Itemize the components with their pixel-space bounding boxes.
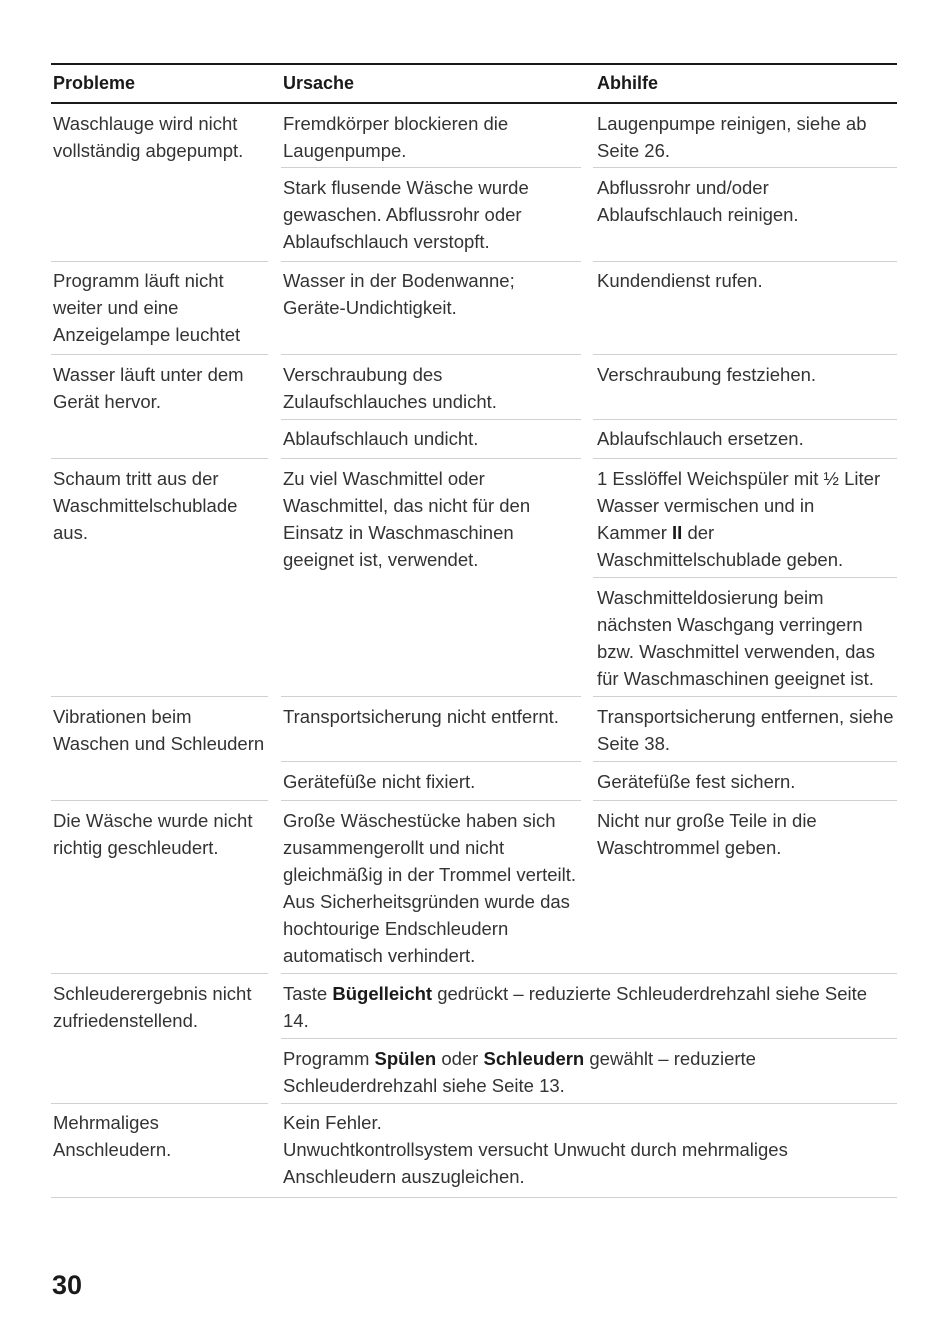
separator: [51, 973, 268, 974]
row5-remedy2: Gerätefüße fest sichern.: [597, 771, 796, 792]
row4-remedy1: 1 Esslöffel Weichspüler mit ½ Liter Wasser vermischen und in Kammer II der Waschmittelschublade geben.: [597, 468, 881, 570]
separator: [281, 1103, 897, 1104]
separator: [593, 696, 897, 697]
row2-problem: Programm läuft nicht weiter und eine Anzeigelampe leuchtet: [53, 270, 241, 345]
separator: [281, 354, 581, 355]
separator: [281, 458, 581, 459]
row3-cause1: Verschraubung des Zulaufschlauches undicht.: [283, 364, 497, 412]
separator: [593, 261, 897, 262]
separator: [51, 458, 268, 459]
separator: [51, 1103, 268, 1104]
separator: [281, 167, 581, 168]
row1-cause2: Stark flusende Wäsche wurde gewaschen. Abflussrohr oder Ablaufschlauch verstopft.: [283, 177, 529, 252]
row5-remedy1: Transportsicherung entfernen, siehe Seite 38.: [597, 706, 894, 754]
row1-cause1: Fremdkörper blockieren die Laugenpumpe.: [283, 113, 509, 161]
row3-remedy2: Ablaufschlauch ersetzen.: [597, 428, 804, 449]
header-abhilfe: Abhilfe: [597, 73, 658, 93]
separator: [51, 800, 268, 801]
row6-remedy1: Nicht nur große Teile in die Waschtrommel geben.: [597, 810, 817, 858]
row5-problem: Vibrationen beim Waschen und Schleudern: [53, 706, 265, 754]
separator: [281, 261, 581, 262]
row3-problem: Wasser läuft unter dem Gerät hervor.: [53, 364, 244, 412]
separator: [593, 419, 897, 420]
row4-remedy2: Waschmitteldosierung beim nächsten Waschgang verringern bzw. Waschmittel verwenden, das für Waschmaschinen geeignet ist.: [597, 587, 875, 689]
separator: [51, 696, 268, 697]
separator: [281, 800, 581, 801]
row7-wide1: Taste Bügelleicht gedrückt – reduzierte Schleuderdrehzahl siehe Seite 14.: [283, 983, 868, 1031]
row3-remedy1: Verschraubung festziehen.: [597, 364, 817, 385]
row5-cause2: Gerätefüße nicht fixiert.: [283, 771, 476, 792]
row2-remedy1: Kundendienst rufen.: [597, 270, 763, 291]
row8-problem: Mehrmaliges Anschleudern.: [53, 1112, 172, 1160]
separator: [593, 761, 897, 762]
row7-problem: Schleuderergebnis nicht zufriedenstellend.: [53, 983, 252, 1031]
header-ursache: Ursache: [283, 73, 355, 93]
row2-cause1: Wasser in der Bodenwanne; Geräte-Undichtigkeit.: [283, 270, 515, 318]
separator: [593, 577, 897, 578]
row8-wide1: Kein Fehler. Unwuchtkontrollsystem versucht Unwucht durch mehrmaliges Anschleudern auszugleichen.: [283, 1112, 788, 1187]
separator: [281, 419, 581, 420]
separator: [593, 800, 897, 801]
separator: [281, 696, 581, 697]
row7-wide2: Programm Spülen oder Schleudern gewählt – reduzierte Schleuderdrehzahl siehe Seite 13.: [283, 1048, 756, 1096]
separator: [281, 1038, 897, 1039]
header-probleme: Probleme: [53, 73, 136, 93]
row1-problem: Waschlauge wird nicht vollständig abgepumpt.: [53, 113, 244, 161]
separator: [593, 167, 897, 168]
separator: [593, 458, 897, 459]
separator: [51, 354, 268, 355]
table-bottom-rule: [51, 1197, 897, 1198]
separator: [281, 973, 897, 974]
separator: [593, 354, 897, 355]
separator: [281, 761, 581, 762]
row1-remedy1: Laugenpumpe reinigen, siehe ab Seite 26.: [597, 113, 867, 161]
row4-cause1: Zu viel Waschmittel oder Waschmittel, das nicht für den Einsatz in Waschmaschinen geeignet ist, verwendet.: [283, 468, 531, 570]
page-number: 30: [52, 1270, 83, 1300]
row6-cause1: Große Wäschestücke haben sich zusammengerollt und nicht gleichmäßig in der Trommel verteilt. Aus Sicherheitsgründen wurde das hochtourige Endschleudern automatisch verhindert.: [283, 810, 577, 966]
row6-problem: Die Wäsche wurde nicht richtig geschleudert.: [53, 810, 253, 858]
row4-problem: Schaum tritt aus der Waschmittelschublade aus.: [53, 468, 238, 543]
row5-cause1: Transportsicherung nicht entfernt.: [283, 706, 559, 727]
separator: [51, 261, 268, 262]
row3-cause2: Ablaufschlauch undicht.: [283, 428, 479, 449]
table-top-rule: [51, 63, 897, 65]
row1-remedy2: Abflussrohr und/oder Ablaufschlauch reinigen.: [597, 177, 799, 225]
header-rule: [51, 102, 897, 104]
